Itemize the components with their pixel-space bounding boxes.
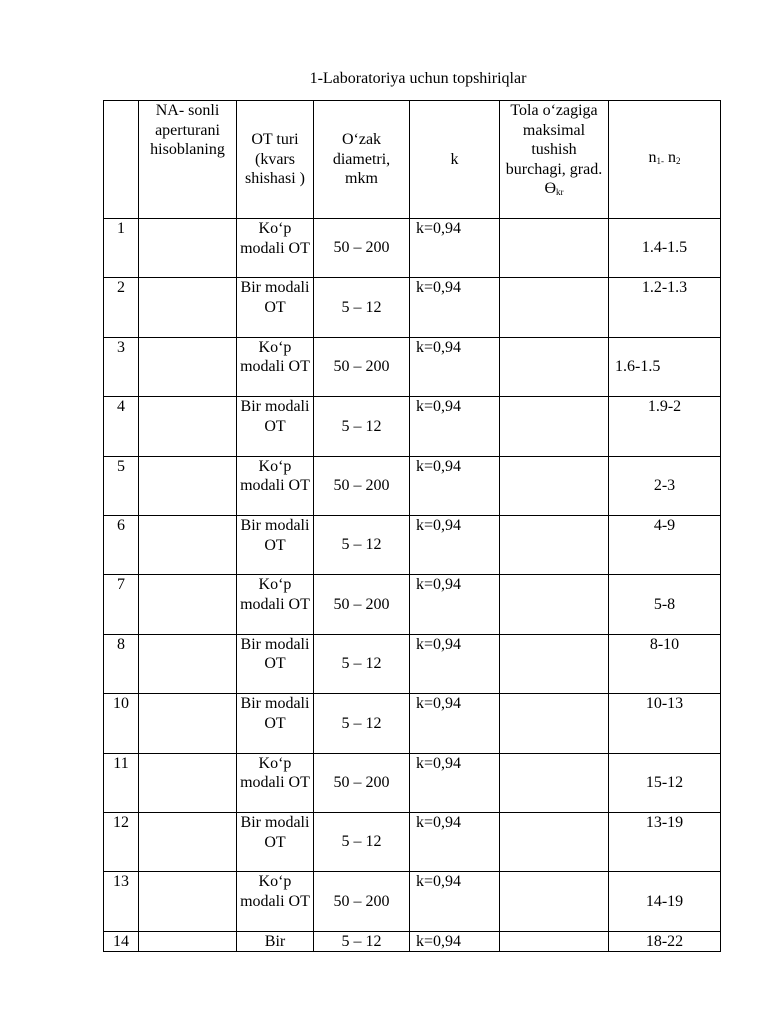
row-number: 11 [104, 753, 139, 812]
header-n1-sub: 1- [656, 155, 664, 166]
row-ot-type: Bir modali OT [237, 278, 314, 337]
row-angle-value [500, 694, 609, 753]
row-number: 6 [104, 515, 139, 574]
row-angle-value [500, 337, 609, 396]
header-diameter: O‘zak diametri, mkm [314, 101, 410, 219]
row-n-range: 1.9-2 [609, 397, 721, 456]
row-n-range: 18-22 [609, 931, 721, 952]
table-row [104, 337, 721, 396]
table-row [104, 515, 721, 574]
lab-tasks-table [103, 100, 721, 952]
row-number: 12 [104, 812, 139, 871]
row-diameter: 5 – 12 [314, 278, 410, 337]
row-number: 8 [104, 634, 139, 693]
table-row [104, 219, 721, 278]
row-n-range: 4-9 [609, 515, 721, 574]
row-na-value [139, 515, 237, 574]
row-angle-value [500, 219, 609, 278]
row-na-value [139, 753, 237, 812]
row-k: k=0,94 [410, 397, 500, 456]
header-angle-text: Tola o‘zagiga maksimal tushish burchagi, grad. ϴ [505, 102, 603, 198]
row-ot-type: Bir modali OT [237, 515, 314, 574]
row-na-value [139, 575, 237, 634]
row-angle-value [500, 634, 609, 693]
row-angle-value [500, 812, 609, 871]
row-k: k=0,94 [410, 634, 500, 693]
row-k: k=0,94 [410, 694, 500, 753]
row-n-range: 5-8 [609, 575, 721, 634]
row-angle-value [500, 872, 609, 931]
row-ot-type: Bir modali OT [237, 812, 314, 871]
row-k: k=0,94 [410, 575, 500, 634]
header-angle-sub: kr [556, 187, 564, 198]
row-diameter: 50 – 200 [314, 753, 410, 812]
row-ot-type: Bir modali OT [237, 694, 314, 753]
row-number: 2 [104, 278, 139, 337]
row-na-value [139, 397, 237, 456]
table-row [104, 634, 721, 693]
row-angle-value [500, 753, 609, 812]
table-row [104, 812, 721, 871]
header-n [609, 101, 721, 219]
row-angle-value [500, 931, 609, 952]
header-n2-sub: 2 [676, 155, 681, 166]
row-ot-type: Ko‘p modali OT [237, 337, 314, 396]
row-ot-type: Ko‘p modali OT [237, 575, 314, 634]
row-number: 5 [104, 456, 139, 515]
row-na-value [139, 337, 237, 396]
table-row [104, 575, 721, 634]
row-number: 1 [104, 219, 139, 278]
row-number: 10 [104, 694, 139, 753]
row-na-value [139, 634, 237, 693]
table-row [104, 753, 721, 812]
document-title: 1-Laboratoriya uchun topshiriqlar [309, 70, 527, 87]
row-n-range: 1.6-1.5 [609, 337, 721, 396]
row-k: k=0,94 [410, 812, 500, 871]
row-diameter: 50 – 200 [314, 337, 410, 396]
row-n-range: 1.4-1.5 [609, 219, 721, 278]
row-na-value [139, 931, 237, 952]
header-angle [500, 101, 609, 219]
row-diameter: 50 – 200 [314, 219, 410, 278]
row-angle-value [500, 278, 609, 337]
row-ot-type: Ko‘p modali OT [237, 753, 314, 812]
row-n-range: 10-13 [609, 694, 721, 753]
row-number: 13 [104, 872, 139, 931]
row-angle-value [500, 456, 609, 515]
table-row [104, 397, 721, 456]
header-ot-type: OT turi (kvars shishasi ) [237, 101, 314, 219]
row-diameter: 50 – 200 [314, 575, 410, 634]
row-diameter: 5 – 12 [314, 812, 410, 871]
row-diameter: 50 – 200 [314, 872, 410, 931]
table-header-row [104, 101, 721, 219]
header-n1: n [648, 148, 657, 166]
table-row [104, 931, 721, 952]
row-number: 14 [104, 931, 139, 952]
row-number: 4 [104, 397, 139, 456]
row-ot-type: Ko‘p modali OT [237, 872, 314, 931]
row-k: k=0,94 [410, 753, 500, 812]
row-diameter: 5 – 12 [314, 634, 410, 693]
row-k: k=0,94 [410, 515, 500, 574]
row-n-range: 8-10 [609, 634, 721, 693]
row-ot-type: Bir [237, 931, 314, 952]
row-n-range: 14-19 [609, 872, 721, 931]
table-row [104, 694, 721, 753]
row-diameter: 5 – 12 [314, 694, 410, 753]
row-na-value [139, 278, 237, 337]
row-k: k=0,94 [410, 278, 500, 337]
row-n-range: 2-3 [609, 456, 721, 515]
table-row [104, 872, 721, 931]
table-row [104, 278, 721, 337]
row-number: 7 [104, 575, 139, 634]
header-num [104, 101, 139, 219]
row-n-range: 1.2-1.3 [609, 278, 721, 337]
header-n2: n [664, 148, 676, 166]
row-na-value [139, 812, 237, 871]
row-k: k=0,94 [410, 872, 500, 931]
row-diameter: 5 – 12 [314, 397, 410, 456]
row-diameter: 5 – 12 [314, 515, 410, 574]
row-k: k=0,94 [410, 456, 500, 515]
row-angle-value [500, 575, 609, 634]
row-number: 3 [104, 337, 139, 396]
row-ot-type: Bir modali OT [237, 397, 314, 456]
header-na: NA- sonli aperturani hisoblaning [139, 101, 237, 219]
row-na-value [139, 219, 237, 278]
row-ot-type: Ko‘p modali OT [237, 456, 314, 515]
row-angle-value [500, 515, 609, 574]
header-k: k [410, 101, 500, 219]
row-ot-type: Ko‘p modali OT [237, 219, 314, 278]
row-k: k=0,94 [410, 219, 500, 278]
row-k: k=0,94 [410, 337, 500, 396]
row-ot-type: Bir modali OT [237, 634, 314, 693]
row-na-value [139, 872, 237, 931]
row-angle-value [500, 397, 609, 456]
row-diameter: 5 – 12 [314, 931, 410, 952]
table-row [104, 456, 721, 515]
table-body [104, 219, 721, 952]
row-na-value [139, 456, 237, 515]
row-n-range: 15-12 [609, 753, 721, 812]
row-diameter: 50 – 200 [314, 456, 410, 515]
row-k: k=0,94 [410, 931, 500, 952]
row-n-range: 13-19 [609, 812, 721, 871]
row-na-value [139, 694, 237, 753]
